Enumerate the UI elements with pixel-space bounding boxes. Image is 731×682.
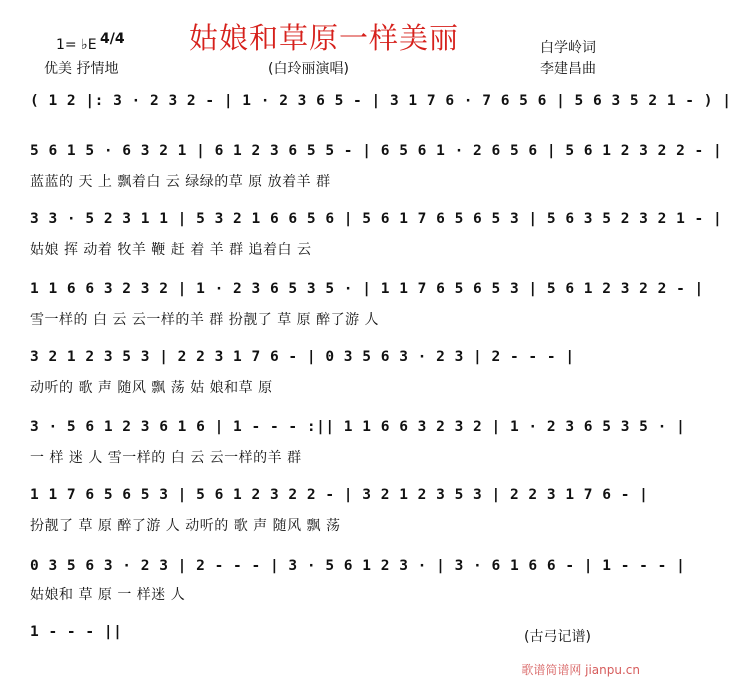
score-row-7-notes: 1 1 7 6 5 6 5 3 | 5 6 1 2 3 2 2 - | 3 2 1 2 3 5 3 | 2 2 3 1 7 6 - |	[30, 487, 649, 503]
score-row-5-notes: 3 2 1 2 3 5 3 | 2 2 3 1 7 6 - | 0 3 5 6 3 · 2 3 | 2 - - - |	[30, 349, 575, 365]
score-row-2-notes: 5 6 1 5 · 6 3 2 1 | 6 1 2 3 6 5 5 - | 6 5 6 1 · 2 6 5 6 | 5 6 1 2 3 2 2 - |	[30, 143, 723, 159]
score-row-8-notes: 0 3 5 6 3 · 2 3 | 2 - - - | 3 · 5 6 1 2 3 · | 3 · 6 1 6 6 - | 1 - - - |	[30, 558, 686, 574]
score-row-4-lyrics: 雪一样的 白 云 云一样的羊 群 扮靓了 草 原 醉了游 人	[30, 312, 380, 328]
mood-marking: 优美 抒情地	[44, 61, 119, 77]
score-row-8-lyrics: 姑娘和 草 原 一 样迷 人	[30, 587, 186, 603]
score-row-6-notes: 3 · 5 6 1 2 3 6 1 6 | 1 - - - :|| 1 1 6 6 3 2 3 2 | 1 · 2 3 6 5 3 5 · |	[30, 419, 686, 435]
time-signature-text: 4/4	[100, 31, 125, 47]
composer: 李建昌曲	[540, 61, 596, 77]
watermark: 歌谱简谱网 jianpu.cn	[521, 663, 640, 677]
singer-note: (白玲丽演唱)	[268, 61, 349, 77]
score-row-3-lyrics: 姑娘 挥 动着 牧羊 鞭 赶 着 羊 群 追着白 云	[30, 242, 312, 258]
score-row-5-lyrics: 动听的 歌 声 随风 飘 荡 姑 娘和草 原	[30, 380, 273, 396]
song-title: 姑娘和草原一样美丽	[188, 21, 459, 55]
score-row-3-notes: 3 3 · 5 2 3 1 1 | 5 3 2 1 6 6 5 6 | 5 6 1 7 6 5 6 5 3 | 5 6 3 5 2 3 2 1 - |	[30, 211, 723, 227]
score-row-1-notes: ( 1 2 |: 3 · 2 3 2 - | 1 · 2 3 6 5 - | 3 1 7 6 · 7 6 5 6 | 5 6 3 5 2 1 - ) |	[30, 93, 731, 109]
score-row-9-notes: 1 - - - ||	[30, 624, 123, 640]
score-row-7-lyrics: 扮靓了 草 原 醉了游 人 动听的 歌 声 随风 飘 荡	[30, 518, 341, 534]
score-row-2-lyrics: 蓝蓝的 天 上 飘着白 云 绿绿的草 原 放着羊 群	[30, 174, 331, 190]
score-row-4-notes: 1 1 6 6 3 2 3 2 | 1 · 2 3 6 5 3 5 · | 1 1 7 6 5 6 5 3 | 5 6 1 2 3 2 2 - |	[30, 281, 704, 297]
key-signature: 1= ♭E	[56, 37, 97, 53]
transcriber-credit: (古弓记谱)	[524, 629, 591, 645]
score-row-6-lyrics: 一 样 迷 人 雪一样的 白 云 云一样的羊 群	[30, 450, 302, 466]
lyricist: 白学岭词	[540, 40, 596, 56]
